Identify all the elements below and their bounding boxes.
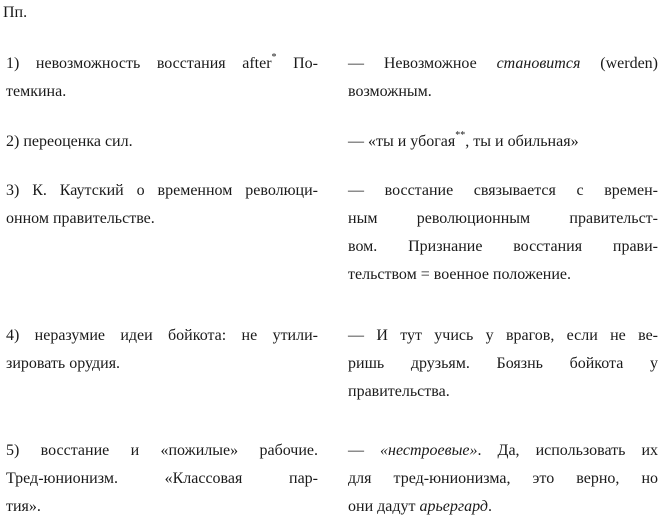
comment-line: возможным. xyxy=(348,83,432,100)
topic-line: 3) К. Каутский о временном революци- xyxy=(6,182,318,199)
comment-line: ришь друзьям. Боязнь бойкота у xyxy=(348,355,658,372)
comment-line: вом. Признание восстания прави- xyxy=(348,238,658,255)
item-topic xyxy=(6,177,318,233)
comment-line: для тред-юнионизма, это верно, но xyxy=(348,470,658,487)
comment-line: — «нестроевые». Да, использовать их xyxy=(348,442,659,459)
comment-line: они дадут арьергард. xyxy=(348,498,493,515)
comment-line: — Невозможное становится (werden) xyxy=(348,55,658,72)
comment-line: тельством = военное положение. xyxy=(348,266,572,283)
item-topic xyxy=(6,50,318,106)
item-topic xyxy=(6,437,318,521)
item-comment xyxy=(348,177,658,289)
topic-line: 5) восстание и «пожилые» рабочие. xyxy=(6,442,318,459)
comment-line: — «ты и убогая**, ты и обильная» xyxy=(348,129,579,150)
topic-line: 2) переоценка сил. xyxy=(6,133,133,150)
footnote-marker[interactable]: ** xyxy=(455,129,466,141)
footnote-marker[interactable]: * xyxy=(271,51,277,63)
comment-line: ным революционным правительст- xyxy=(348,210,658,227)
comment-line: правительства. xyxy=(348,383,450,400)
comment-line: — И тут учись у врагов, если не ве- xyxy=(348,327,658,344)
topic-line: темкина. xyxy=(6,83,67,100)
item-comment xyxy=(348,128,658,156)
topic-line: тия». xyxy=(6,498,41,515)
topic-line: онном правительстве. xyxy=(6,210,155,227)
topic-line: зировать орудия. xyxy=(6,355,121,372)
item-comment xyxy=(348,437,658,521)
comment-line: — восстание связывается с времен- xyxy=(348,182,658,199)
item-topic xyxy=(6,322,318,378)
section-heading: Пп. xyxy=(3,4,28,21)
topic-line: Тред-юнионизм. «Классовая пар- xyxy=(6,470,318,487)
topic-line: 1) невозможность восстания after* По- xyxy=(6,51,318,72)
item-topic xyxy=(6,128,318,156)
item-comment xyxy=(348,50,658,106)
topic-line: 4) неразумие идеи бойкота: не утили- xyxy=(6,327,318,344)
item-comment xyxy=(348,322,658,406)
